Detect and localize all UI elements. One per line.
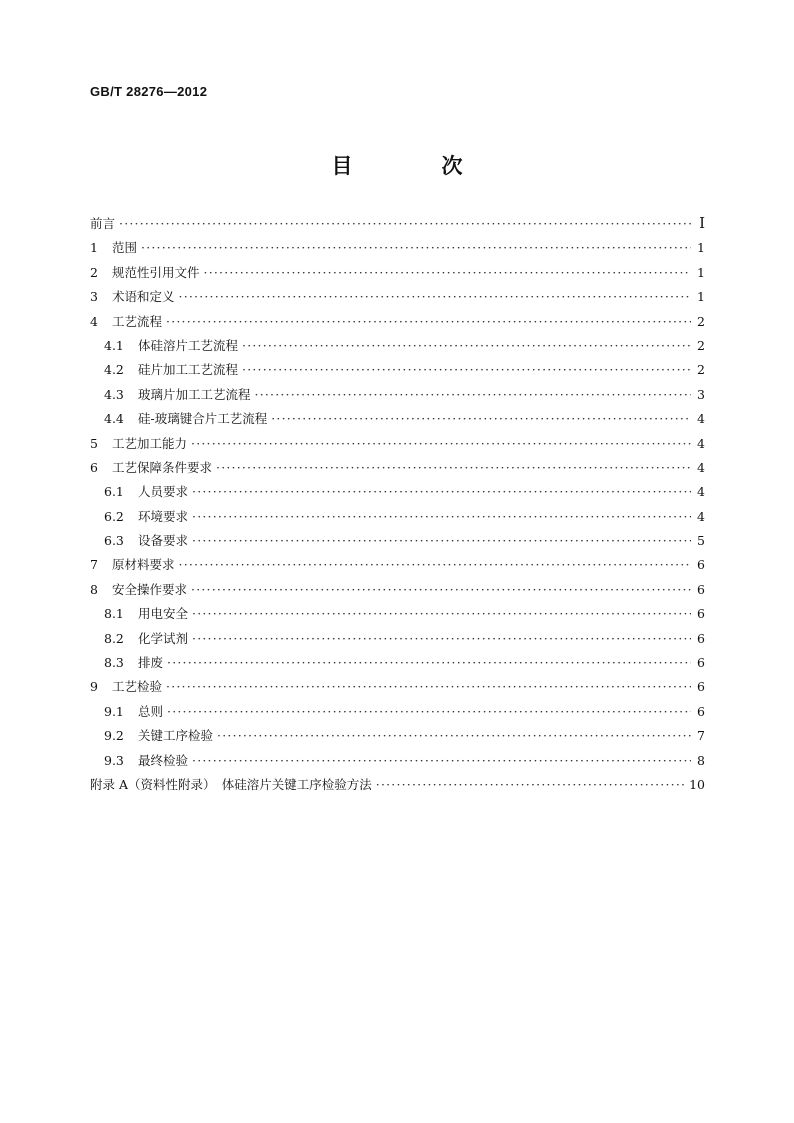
toc-dot-leader [242,338,691,353]
toc-entry-number: 9.2 [104,728,124,744]
toc-dot-leader [119,216,691,231]
toc-page-number: 1 [697,289,705,305]
toc-dot-leader [192,533,691,548]
toc-dot-leader [167,655,691,670]
toc-entry-number: 4 [90,313,98,329]
toc-entry-label: 玻璃片加工工艺流程 [138,386,251,402]
toc-dot-leader [376,777,685,792]
toc-dot-leader [192,509,691,524]
toc-entry[interactable] [90,531,705,555]
toc-entry[interactable] [90,726,705,750]
toc-page-number: 4 [697,411,705,427]
toc-entry[interactable] [90,434,705,458]
toc-entry-number: 8.3 [104,655,124,671]
toc-entry[interactable] [90,751,705,775]
toc-dot-leader [192,753,691,768]
toc-entry[interactable] [90,604,705,628]
toc-entry-label: 环境要求 [138,508,189,524]
toc-dot-leader [179,289,691,304]
toc-entry-label: 硅片加工工艺流程 [138,362,239,378]
toc-entry-number: 1 [90,240,98,256]
toc-entry[interactable] [90,287,705,311]
toc-dot-leader [179,557,691,572]
toc-entry-number: 4.3 [104,386,124,402]
toc-entry-label: 安全操作要求 [112,581,188,597]
toc-page-number: 2 [697,337,705,353]
toc-entry-label: 范围 [112,240,138,256]
toc-entry-number: 6.2 [104,508,124,524]
toc-dot-leader [191,436,691,451]
toc-entry-label: 工艺加工能力 [112,435,188,451]
toc-page-number: 1 [697,240,705,256]
toc-entry-number: 2 [90,264,98,280]
toc-entry-label: 用电安全 [138,606,189,622]
toc-entry[interactable] [90,336,705,360]
toc-entry[interactable] [90,580,705,604]
toc-page-number: 1 [697,264,705,280]
toc-page-number: 6 [697,630,705,646]
table-of-contents [90,214,705,799]
toc-page-number: 6 [697,581,705,597]
toc-entry-label: 工艺检验 [112,679,163,695]
toc-entry[interactable] [90,677,705,701]
toc-entry[interactable] [90,458,705,482]
toc-dot-leader [192,484,691,499]
toc-entry-number: 9 [90,679,98,695]
toc-entry-number: 6.3 [104,533,124,549]
toc-dot-leader [166,314,691,329]
toc-dot-leader [216,460,691,475]
toc-entry[interactable] [90,775,705,799]
toc-page-number: 6 [697,655,705,671]
toc-entry-number: 4.1 [104,337,124,353]
toc-page-number: 4 [697,508,705,524]
toc-entry-label: 总则 [138,703,164,719]
toc-page-number: 7 [697,728,705,744]
toc-dot-leader [255,387,691,402]
toc-entry-number: 3 [90,289,98,305]
toc-dot-leader [271,411,691,426]
toc-page-number: 6 [697,557,705,573]
toc-dot-leader [191,582,691,597]
toc-entry-label: 体硅溶片工艺流程 [138,337,239,353]
toc-entry-label: 最终检验 [138,752,189,768]
toc-entry[interactable] [90,507,705,531]
toc-entry[interactable] [90,263,705,287]
toc-entry[interactable] [90,238,705,262]
toc-entry-number: 8.2 [104,630,124,646]
toc-entry[interactable] [90,214,705,238]
toc-dot-leader [242,362,691,377]
toc-entry[interactable] [90,409,705,433]
toc-entry[interactable] [90,629,705,653]
toc-entry-label: 附录 A（资料性附录） 体硅溶片关键工序检验方法 [90,776,372,792]
toc-entry-number: 5 [90,435,98,451]
toc-dot-leader [204,265,691,280]
toc-page-number: 6 [697,679,705,695]
page-title: 目 次 [331,153,497,178]
toc-entry[interactable] [90,312,705,336]
toc-page-number: 4 [697,484,705,500]
toc-page-number: 8 [697,752,705,768]
toc-entry-number: 6 [90,459,98,475]
toc-page-number: 4 [697,435,705,451]
toc-dot-leader [166,679,691,694]
toc-entry-label: 规范性引用文件 [112,264,200,280]
toc-page-number: 2 [697,362,705,378]
toc-page-number: Ⅰ [699,214,705,232]
toc-entry-number: 8 [90,581,98,597]
toc-entry-label: 关键工序检验 [138,728,214,744]
toc-page-number: 10 [689,776,705,792]
toc-entry-number: 4.2 [104,362,124,378]
toc-entry-label: 原材料要求 [112,557,175,573]
toc-page-number: 5 [697,533,705,549]
toc-entry-number: 4.4 [104,411,124,427]
toc-page-number: 6 [697,703,705,719]
toc-entry-label: 工艺保障条件要求 [112,459,213,475]
toc-entry-label: 化学试剂 [138,630,189,646]
toc-entry-number: 7 [90,557,98,573]
toc-entry-label: 工艺流程 [112,313,163,329]
toc-entry[interactable] [90,385,705,409]
toc-entry[interactable] [90,555,705,579]
toc-entry-label: 硅-玻璃键合片工艺流程 [138,411,268,427]
toc-entry-number: 9.1 [104,703,124,719]
toc-entry[interactable] [90,653,705,677]
toc-dot-leader [192,631,691,646]
toc-entry[interactable] [90,360,705,384]
toc-entry-label: 排废 [138,655,164,671]
toc-page-number: 4 [697,459,705,475]
toc-entry-label: 设备要求 [138,533,189,549]
toc-entry-number: 9.3 [104,752,124,768]
toc-entry[interactable] [90,702,705,726]
toc-entry-number: 8.1 [104,606,124,622]
toc-dot-leader [192,606,691,621]
toc-dot-leader [141,240,691,255]
toc-entry-number: 6.1 [104,484,124,500]
toc-page-number: 2 [697,313,705,329]
toc-entry[interactable] [90,482,705,506]
toc-page-number: 3 [697,386,705,402]
toc-entry-label: 术语和定义 [112,289,175,305]
toc-page-number: 6 [697,606,705,622]
standard-code: GB/T 28276—2012 [90,84,208,99]
toc-dot-leader [217,728,691,743]
toc-entry-label: 人员要求 [138,484,189,500]
toc-dot-leader [167,704,691,719]
toc-entry-label: 前言 [90,216,116,231]
